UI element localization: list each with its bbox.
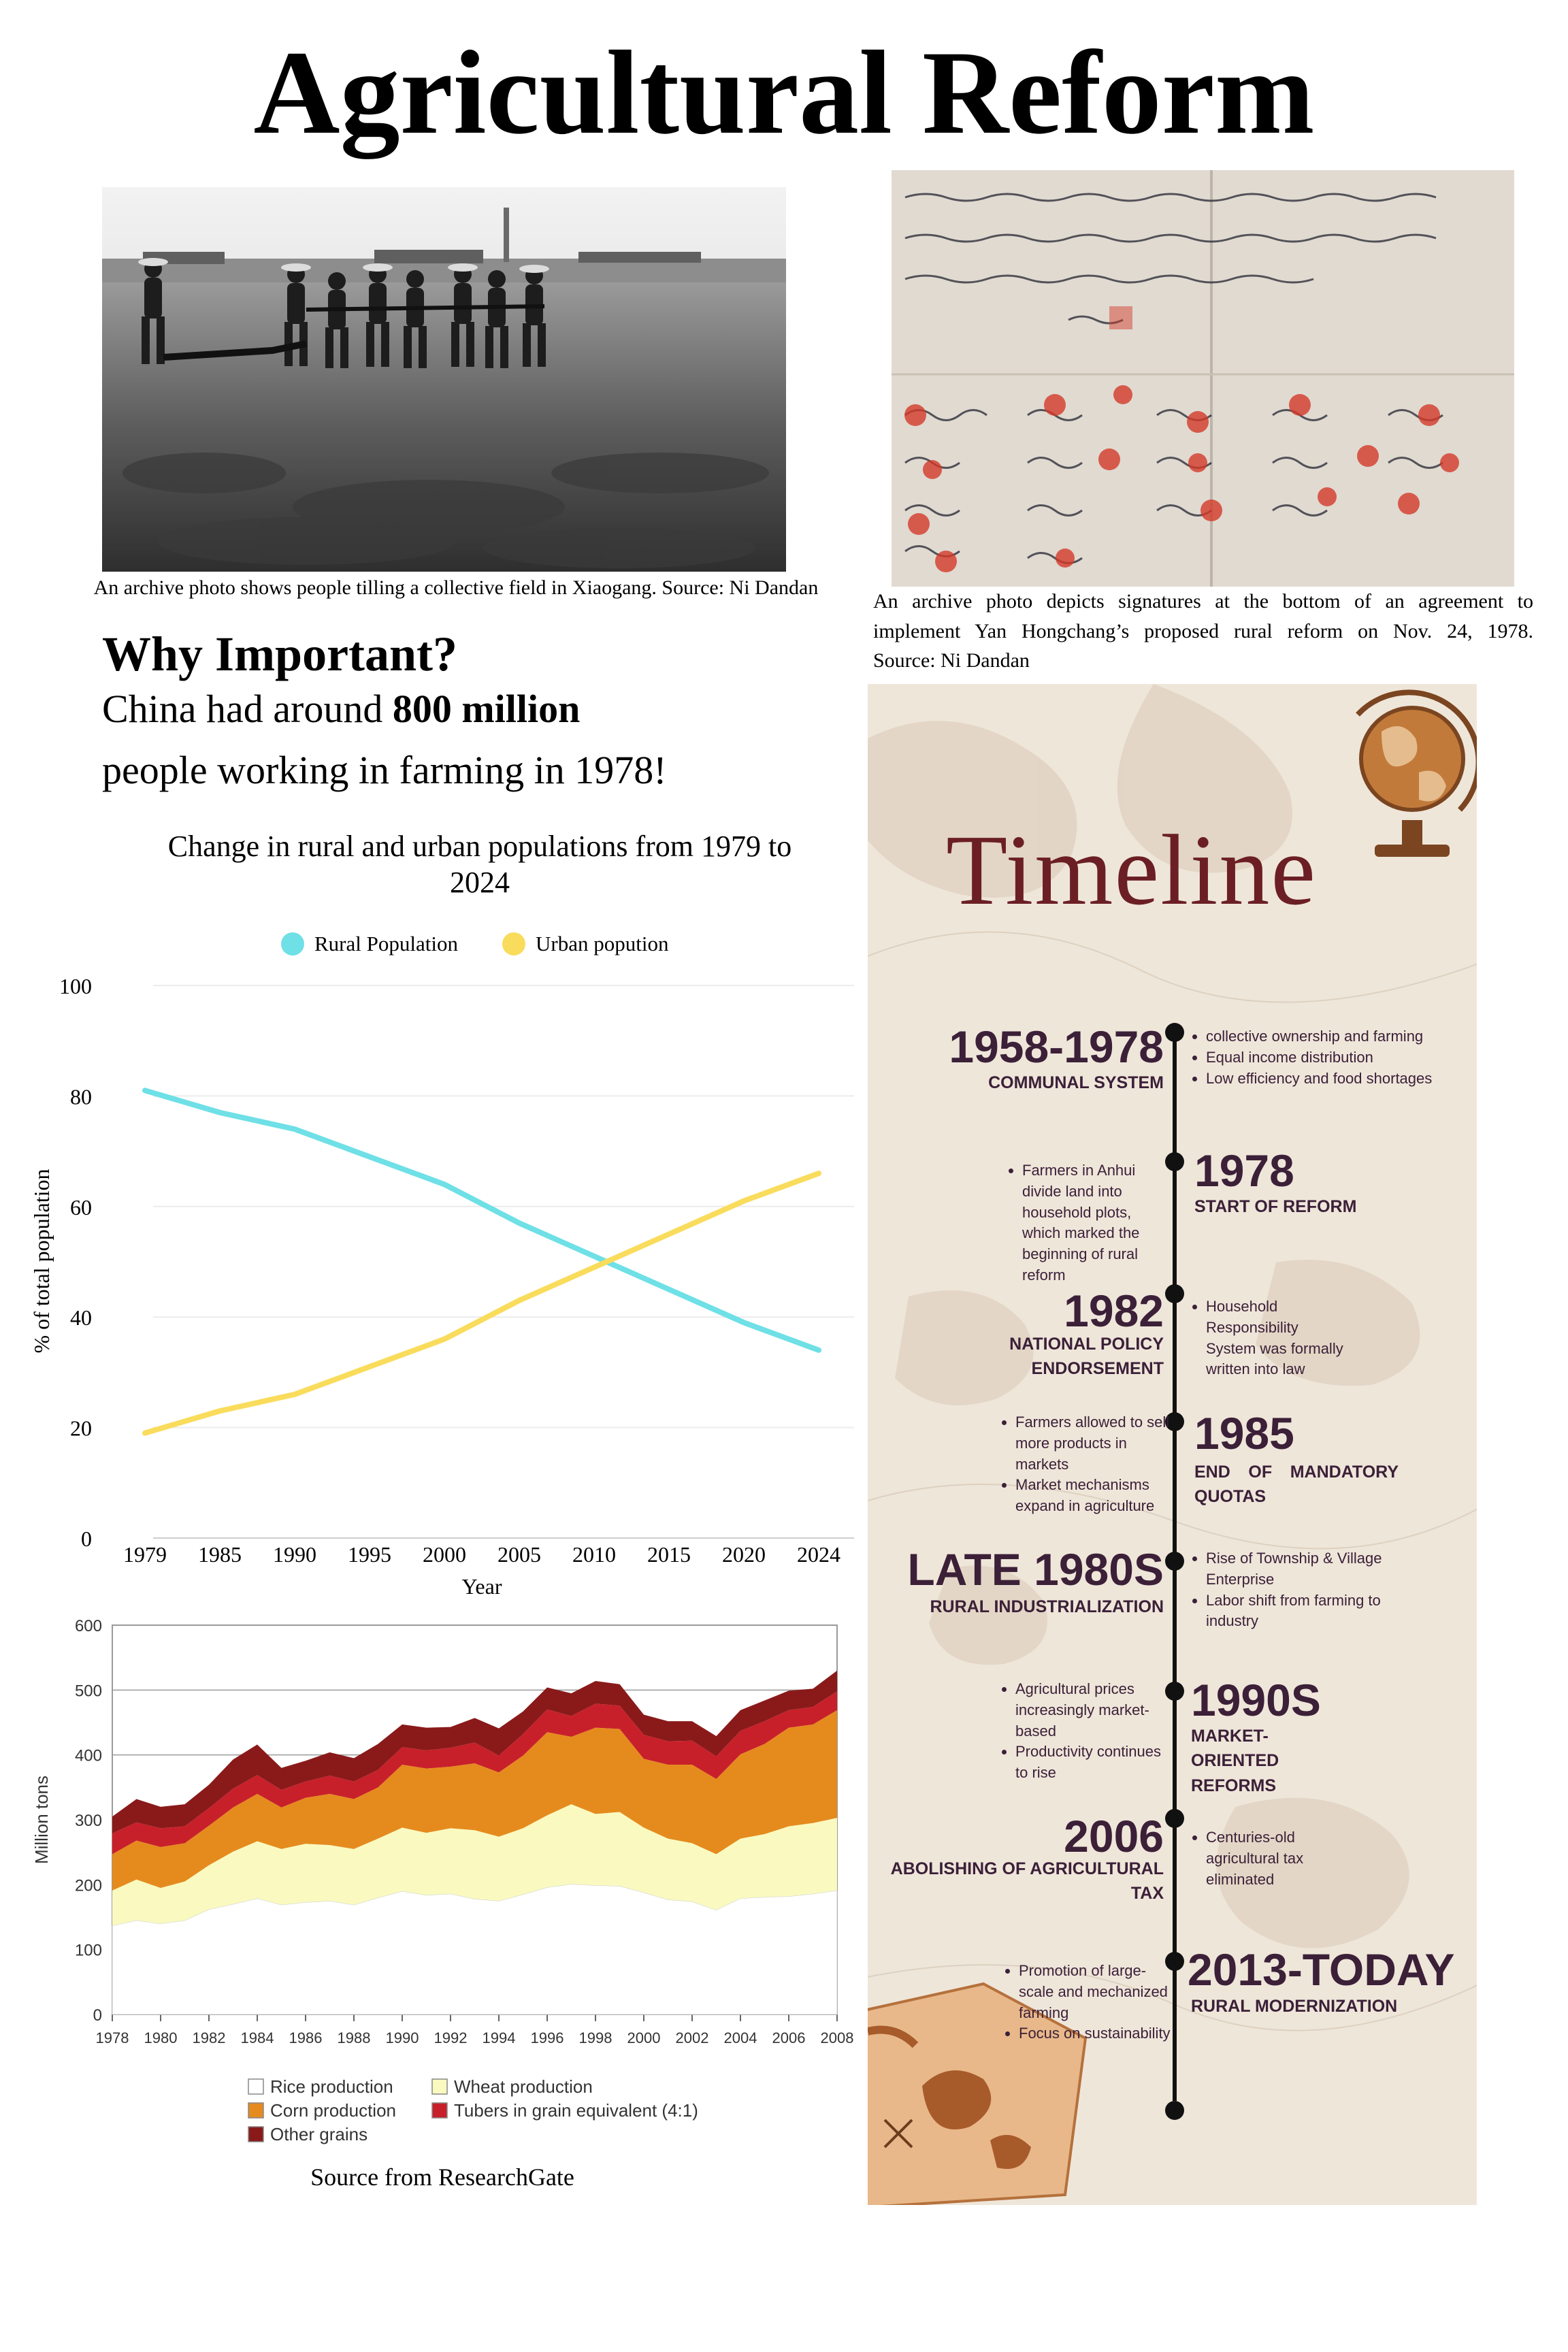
y-tick-label: 0 [93, 2006, 102, 2025]
timeline-dot [1165, 1152, 1184, 1171]
timeline-bullet: • Farmers allowed to sell more products in markets [1015, 1412, 1175, 1475]
timeline-dot [1165, 1552, 1184, 1571]
data-point [593, 1255, 595, 1258]
y-tick-label: 100 [74, 1941, 102, 1960]
timeline-end-dot [1165, 2101, 1184, 2120]
timeline-year-1990s: 1990S [1191, 1675, 1321, 1725]
timeline-label: RURAL MODERNIZATION [1191, 1997, 1398, 2016]
timeline-year-1985: 1985 [1194, 1408, 1294, 1458]
y-tick-label: 60 [70, 1194, 92, 1220]
x-tick-label: 1982 [192, 2029, 226, 2046]
why-important-heading: Why Important? [102, 627, 458, 681]
timeline-dot [1165, 1023, 1184, 1042]
timeline-bullets [1007, 1160, 1158, 1286]
data-point [293, 1393, 296, 1396]
x-tick-label: 2020 [722, 1542, 766, 1567]
timeline-bullets [1191, 1026, 1471, 1089]
x-tick-label: 1996 [530, 2029, 564, 2046]
why-important-line-1 [102, 686, 580, 732]
x-tick-label: 1978 [95, 2029, 129, 2046]
timeline-bullets [1191, 1548, 1390, 1632]
timeline-dot [1165, 1284, 1184, 1303]
data-point [443, 1183, 446, 1186]
timeline-bullet: • Market mechanisms expand in agriculture [1015, 1475, 1175, 1517]
legend-label: Tubers in grain equivalent (4:1) [454, 2100, 698, 2121]
legend-swatch [248, 2079, 263, 2094]
y-axis-label: Million tons [31, 1775, 52, 1865]
data-point [144, 1432, 146, 1435]
line-chart-title-line-1: Change in rural and urban populations from 1979 to [167, 830, 792, 863]
x-tick-label: 2008 [820, 2029, 854, 2046]
x-tick-label: 1992 [434, 2029, 468, 2046]
signatures-caption [873, 587, 1533, 676]
timeline-bullet: • Equal income distribution [1206, 1047, 1471, 1068]
x-tick-label: 2004 [723, 2029, 757, 2046]
timeline-panel [868, 684, 1477, 2205]
x-tick-label: 1986 [289, 2029, 323, 2046]
x-tick-label: 2002 [675, 2029, 709, 2046]
x-tick-label: 1990 [273, 1542, 316, 1567]
data-point [817, 1172, 820, 1175]
y-tick-label: 20 [70, 1416, 92, 1441]
x-tick-label: 2005 [497, 1542, 541, 1567]
y-tick-label: 0 [81, 1526, 92, 1551]
legend-label: Corn production [270, 2100, 396, 2121]
timeline-label: MARKET-ORIENTED REFORMS [1191, 1727, 1279, 1795]
timeline-bullets [1191, 1296, 1349, 1380]
why-important-line-2: people working in farming in 1978! [102, 748, 667, 792]
line-chart-title [102, 829, 858, 901]
data-point [518, 1299, 521, 1302]
signatures-caption-line-3: Source: Ni Dandan [873, 649, 1030, 672]
y-tick-label: 500 [74, 1682, 102, 1701]
x-tick-label: 1990 [385, 2029, 419, 2046]
timeline-year-2013-today: 2013-TODAY [1188, 1944, 1455, 1995]
timeline-bullet: • Rise of Township & Village Enterprise [1206, 1548, 1390, 1590]
data-point [443, 1338, 446, 1341]
timeline-bullets [1000, 1412, 1175, 1517]
legend-swatch [248, 2103, 263, 2118]
y-tick-label: 40 [70, 1305, 92, 1330]
y-tick-label: 80 [70, 1084, 92, 1109]
timeline-year-1958-1978: 1958-1978 [949, 1022, 1164, 1072]
series-line [145, 1173, 819, 1433]
series-line [145, 1090, 819, 1350]
y-axis-label: % of total population [29, 1169, 54, 1354]
x-tick-label: 1980 [144, 2029, 178, 2046]
x-tick-label: 2010 [572, 1542, 616, 1567]
timeline-title: Timeline [946, 815, 1318, 926]
timeline-events [868, 684, 1477, 2205]
data-point [368, 1365, 371, 1368]
legend-marker [502, 932, 525, 956]
page-title: Agricultural Reform [253, 27, 1315, 159]
timeline-bullet: • Centuries-old agricultural tax eliminated [1206, 1827, 1349, 1890]
timeline-label: NATIONAL POLICY ENDORSEMENT [1009, 1335, 1164, 1379]
y-tick-label: 600 [74, 1617, 102, 1635]
data-point [368, 1156, 371, 1158]
signatures-caption-line-1: An archive photo depicts signatures at the bottom of an agreement to [873, 590, 1533, 612]
x-tick-label: 2015 [647, 1542, 691, 1567]
timeline-dot [1165, 1682, 1184, 1701]
legend-label: Other grains [270, 2124, 368, 2144]
timeline-bullet: • Labor shift from farming to industry [1206, 1590, 1390, 1633]
legend-marker [281, 932, 304, 956]
legend-swatch [248, 2127, 263, 2142]
legend-swatch [432, 2103, 447, 2118]
field-tilling-photo [102, 187, 786, 572]
data-point [218, 1409, 221, 1412]
area-chart-source: Source from ResearchGate [310, 2163, 574, 2191]
signatures-photo [892, 170, 1514, 587]
timeline-bullet: • Household Responsibility System was formally written into law [1206, 1296, 1349, 1380]
data-point [668, 1232, 670, 1235]
x-tick-label: 2000 [627, 2029, 661, 2046]
x-tick-label: 1984 [240, 2029, 274, 2046]
x-tick-label: 2006 [772, 2029, 806, 2046]
line-chart-title-line-2: 2024 [450, 865, 510, 899]
field-tilling-caption: An archive photo shows people tilling a collective field in Xiaogang. Source: Ni Dandan [93, 576, 819, 599]
data-point [593, 1266, 595, 1269]
data-point [218, 1111, 221, 1114]
timeline-bullet: • Promotion of large-scale and mechanized farming [1019, 1961, 1172, 2023]
timeline-label: COMMUNAL SYSTEM [988, 1073, 1164, 1092]
grain-production-area-chart [0, 1610, 868, 2157]
timeline-label: END OF MANDATORY QUOTAS [1194, 1463, 1399, 1507]
data-point [518, 1222, 521, 1224]
timeline-year-1978: 1978 [1194, 1145, 1294, 1196]
x-tick-label: 1979 [123, 1542, 167, 1567]
timeline-bullets [1000, 1679, 1162, 1784]
data-point [817, 1349, 820, 1352]
timeline-bullet: • Focus on sustainability [1019, 2023, 1172, 2044]
legend-swatch [432, 2079, 447, 2094]
y-tick-label: 300 [74, 1812, 102, 1830]
population-line-chart [0, 912, 868, 1610]
data-point [293, 1128, 296, 1130]
timeline-year-1982: 1982 [1064, 1286, 1164, 1336]
timeline-bullets [1191, 1827, 1349, 1890]
why-text-pre: China had around [102, 687, 393, 731]
signatures-caption-line-2: implement Yan Hongchang’s proposed rural reform on Nov. 24, 1978. [873, 619, 1533, 642]
x-axis-label: Year [461, 1574, 502, 1599]
timeline-bullets [1004, 1961, 1172, 2044]
timeline-year-late-1980s: LATE 1980S [907, 1544, 1164, 1595]
timeline-label: START OF REFORM [1194, 1197, 1357, 1216]
data-point [668, 1288, 670, 1291]
data-point [742, 1200, 745, 1203]
timeline-bullet: • Farmers in Anhui divide land into household plots, which marked the beginning of rural reform [1022, 1160, 1158, 1286]
timeline-label: ABOLISHING OF AGRICULTURAL TAX [890, 1859, 1164, 1904]
x-tick-label: 2024 [797, 1542, 840, 1567]
x-tick-label: 1988 [337, 2029, 371, 2046]
legend-label: Rice production [270, 2076, 393, 2097]
timeline-bullet: • collective ownership and farming [1206, 1026, 1471, 1047]
x-tick-label: 1995 [348, 1542, 391, 1567]
timeline-bullet: • Agricultural prices increasingly market-based [1015, 1679, 1162, 1742]
data-point [144, 1089, 146, 1092]
legend-label: Rural Population [314, 932, 458, 956]
timeline-bullet: • Low efficiency and food shortages [1206, 1068, 1471, 1090]
y-tick-label: 100 [59, 974, 92, 998]
y-tick-label: 400 [74, 1746, 102, 1765]
legend-label: Urban popution [536, 932, 669, 956]
x-tick-label: 1998 [578, 2029, 612, 2046]
timeline-year-2006: 2006 [1064, 1811, 1164, 1861]
x-tick-label: 1994 [482, 2029, 516, 2046]
x-tick-label: 2000 [423, 1542, 466, 1567]
legend-label: Wheat production [454, 2076, 593, 2097]
why-text-bold: 800 million [392, 687, 581, 731]
timeline-label: RURAL INDUSTRIALIZATION [930, 1597, 1164, 1616]
x-tick-label: 1985 [198, 1542, 242, 1567]
y-tick-label: 200 [74, 1876, 102, 1895]
timeline-dot [1165, 1809, 1184, 1828]
data-point [742, 1321, 745, 1324]
timeline-bullet: • Productivity continues to rise [1015, 1742, 1162, 1784]
